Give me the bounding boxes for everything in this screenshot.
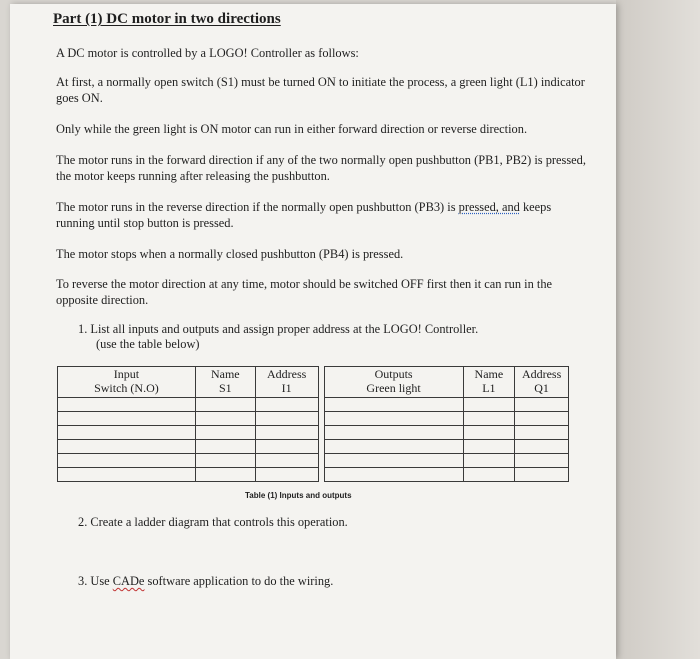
header-out-address: Address [521,367,562,381]
table-row [58,398,569,412]
paragraph-forward: The motor runs in the forward direction if any of the two normally open pushbutton (PB1, PB2) is pressed, the motor keeps running after releasing the pushbutton. [56,153,586,183]
out-address-cell [515,367,569,398]
table-row [58,440,569,454]
task-2: 2. Create a ladder diagram that controls this operation. [78,515,348,529]
underlined-phrase: pressed, and [458,200,520,214]
paragraph-reverse [56,199,556,231]
task-3-end: software application to do the wiring. [144,574,334,588]
reverse-text-end: keeps running until stop button is pressed. [56,200,552,230]
table-row [58,426,569,440]
task-3 [78,573,608,589]
paragraph-switch: At first, a normally open switch (S1) must be turned ON to initiate the process, a green light (L1) indicator goes ON. [56,75,585,105]
reverse-text-start: The motor runs in the reverse direction if the normally open pushbutton (PB3) is [56,200,459,214]
background-edge [616,0,700,659]
cell-output-1: Green light [366,381,421,395]
cell-out-name-1: L1 [482,381,496,395]
header-input: Input [113,367,140,381]
paragraph-green-light: Only while the green light is ON motor can run in either forward direction or reverse direction. [56,122,528,136]
address-cell [255,367,318,398]
output-cell [324,367,463,398]
cell-input-1: Switch (N.O) [94,381,159,395]
cell-out-address-1: Q1 [534,381,549,395]
header-name: Name [210,367,240,381]
task-1-note: (use the table below) [96,337,200,351]
paragraph-reverse-direction: To reverse the motor direction at any time, motor should be switched OFF first then it can run in the opposite direction. [56,277,553,307]
cell-name-1: S1 [218,381,232,395]
table-row [58,454,569,468]
intro-text: A DC motor is controlled by a LOGO! Controller as follows: [56,46,359,60]
header-out-name: Name [474,367,504,381]
task-3-start: 3. Use [78,574,113,588]
table-caption: Table (1) Inputs and outputs [245,491,352,500]
table-row [58,412,569,426]
header-address: Address [266,367,307,381]
cell-address-1: I1 [281,381,292,395]
io-table [57,366,569,482]
misspelled-word: CADe [112,574,145,588]
out-name-cell [463,367,515,398]
table-row [58,468,569,482]
name-cell [195,367,255,398]
input-cell [58,367,196,398]
task-1: 1. List all inputs and outputs and assign proper address at the LOGO! Controller. [78,322,479,336]
header-outputs: Outputs [374,367,413,381]
paragraph-stop: The motor stops when a normally closed pushbutton (PB4) is pressed. [56,247,404,261]
page-title: Part (1) DC motor in two directions [53,11,281,27]
